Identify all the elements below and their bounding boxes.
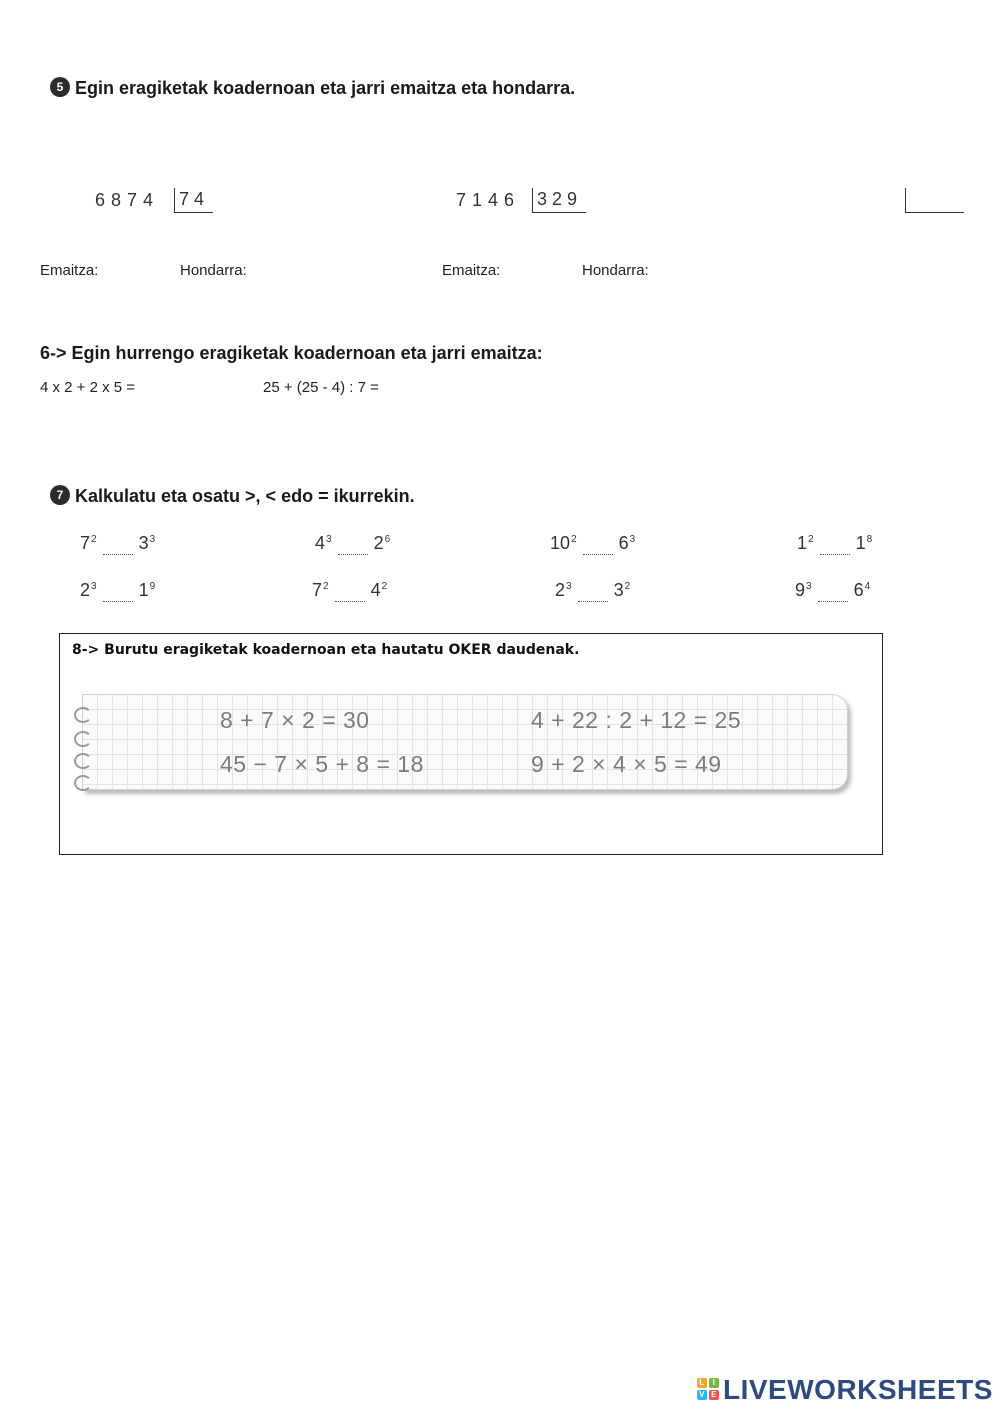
comparison-item xyxy=(80,533,155,555)
operation-4[interactable]: 9 + 2 × 4 × 5 = 49 xyxy=(531,751,722,777)
power-b: $1^8$ xyxy=(855,533,873,553)
comparison-item xyxy=(312,580,387,602)
exercise-number-badge: 7 xyxy=(50,485,70,505)
power-b: $2^6$ xyxy=(373,533,391,553)
exercise-7-title xyxy=(50,486,415,507)
power-b: $3^3$ xyxy=(138,533,156,553)
power-a: $7^2$ xyxy=(80,533,97,553)
answer-blank[interactable] xyxy=(583,554,613,555)
exercise-6-title: 6-> Egin hurrengo eragiketak koadernoan eta jarri emaitza: xyxy=(40,343,543,363)
answer-blank[interactable] xyxy=(820,554,850,555)
division-1-dividend: 6874 xyxy=(95,190,160,210)
answer-blank[interactable] xyxy=(103,554,133,555)
exercise-5-title xyxy=(50,78,575,99)
result-label-1: Emaitza: xyxy=(40,262,99,279)
comparison-item xyxy=(797,533,872,555)
power-a: $2^3$ xyxy=(555,580,572,600)
remainder-label-2: Hondarra: xyxy=(582,262,649,279)
comparison-item xyxy=(555,580,630,602)
comparison-item xyxy=(315,533,390,555)
operation-3[interactable]: 45 − 7 × 5 + 8 = 18 xyxy=(220,751,424,777)
result-label-2: Emaitza: xyxy=(442,262,501,279)
spiral-ring-icon xyxy=(74,753,92,769)
division-1-divisor: 74 xyxy=(174,188,213,213)
remainder-label-1: Hondarra: xyxy=(180,262,247,279)
answer-blank[interactable] xyxy=(578,601,608,602)
exercise-7-title-text: Kalkulatu eta osatu >, < edo = ikurrekin. xyxy=(75,486,415,506)
answer-blank[interactable] xyxy=(338,554,368,555)
power-a: $2^3$ xyxy=(80,580,97,600)
power-a: $10^2$ xyxy=(550,533,577,553)
answer-blank[interactable] xyxy=(335,601,365,602)
power-b: $6^3$ xyxy=(618,533,636,553)
comparison-item xyxy=(795,580,870,602)
spiral-ring-icon xyxy=(74,707,92,723)
power-a: $4^3$ xyxy=(315,533,332,553)
operation-1[interactable]: 8 + 7 × 2 = 30 xyxy=(220,707,370,733)
spiral-ring-icon xyxy=(74,731,92,747)
operation-2[interactable]: 4 + 22 : 2 + 12 = 25 xyxy=(531,707,742,733)
exercise-8-title: 8-> Burutu eragiketak koadernoan eta hautatu OKER daudenak. xyxy=(72,642,580,658)
comparison-item xyxy=(550,533,635,555)
comparison-item xyxy=(80,580,155,602)
logo-mark-icon: L I V E xyxy=(697,1378,719,1400)
expression-1: 4 x 2 + 2 x 5 = xyxy=(40,379,136,396)
liveworksheets-logo xyxy=(697,1374,993,1406)
power-a: $7^2$ xyxy=(312,580,329,600)
division-2-dividend: 7146 xyxy=(456,190,521,210)
answer-blank[interactable] xyxy=(818,601,848,602)
division-2-divisor: 329 xyxy=(532,188,586,213)
exercise-number-badge: 5 xyxy=(50,77,70,97)
power-b: $6^4$ xyxy=(853,580,871,600)
power-b: $4^2$ xyxy=(370,580,388,600)
power-b: $1^9$ xyxy=(138,580,156,600)
expression-2: 25 + (25 - 4) : 7 = xyxy=(263,379,379,396)
power-a: $9^3$ xyxy=(795,580,812,600)
logo-text: LIVEWORKSHEETS xyxy=(723,1374,993,1405)
power-b: $3^2$ xyxy=(613,580,631,600)
exercise-5-title-text: Egin eragiketak koadernoan eta jarri emaitza eta hondarra. xyxy=(75,78,576,98)
power-a: $1^2$ xyxy=(797,533,814,553)
division-3-divisor-bracket xyxy=(905,188,964,213)
spiral-ring-icon xyxy=(74,775,92,791)
answer-blank[interactable] xyxy=(103,601,133,602)
